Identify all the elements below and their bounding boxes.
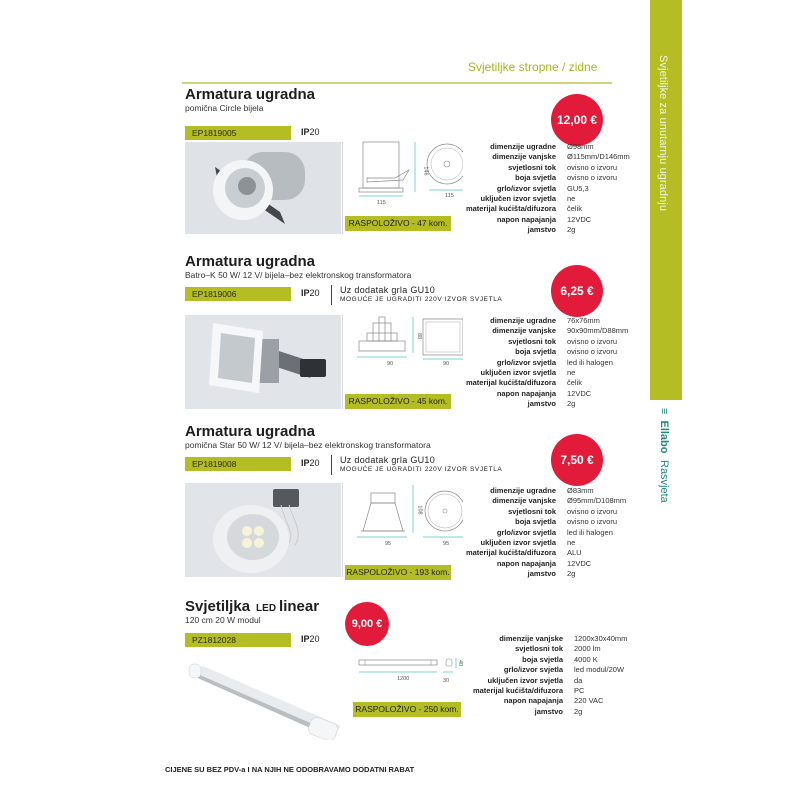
product-photo xyxy=(185,650,341,740)
dim-length: 1200 xyxy=(397,676,410,682)
product-section xyxy=(185,86,645,236)
spec-value: 220 VAC xyxy=(574,696,604,706)
brand-subtitle: Rasvjeta xyxy=(658,459,670,503)
ip-rating xyxy=(301,458,320,468)
product-code: EP1819008 xyxy=(185,457,291,471)
spec-label: napon napajanja xyxy=(503,696,563,706)
product-photo xyxy=(185,315,341,409)
spec-value: 76x76mm xyxy=(567,316,600,325)
availability-badge: RASPOLOŽIVO - 250 kom. xyxy=(353,702,461,717)
dim-diameter: 115 xyxy=(445,193,454,199)
downlight-circle-image xyxy=(185,142,341,234)
spec-row xyxy=(453,368,628,378)
technical-drawing xyxy=(353,483,463,549)
dim-height: 146 xyxy=(422,166,429,176)
product-subtitle: 120 cm 20 W modul xyxy=(185,615,261,625)
spec-label: dimenzije vanjske xyxy=(492,152,556,162)
led-linear-image xyxy=(185,650,341,740)
spec-label: materijal kućišta/difuzora xyxy=(465,378,556,388)
dim-height: 108 xyxy=(416,505,423,515)
price-badge: 6,25 € xyxy=(551,265,603,317)
spec-row xyxy=(453,507,626,517)
price-badge: 7,50 € xyxy=(551,434,603,486)
socket-note xyxy=(331,455,502,475)
spec-value: čelik xyxy=(567,378,583,388)
downlight-square-image xyxy=(185,315,341,409)
product-title: Armatura ugradna xyxy=(185,423,316,440)
spec-value: ovisno o izvoru xyxy=(567,517,618,527)
spec-row xyxy=(453,538,626,548)
spec-row xyxy=(453,326,628,336)
spec-value: led modul/20W xyxy=(574,665,625,675)
spec-value: Ø83mm xyxy=(567,486,594,495)
note-line-1: Uz dodatak grla GU10 xyxy=(340,285,436,295)
product-code: EP1819005 xyxy=(185,126,291,140)
spec-label: jamstvo xyxy=(527,569,556,579)
product-title: Armatura ugradna xyxy=(185,253,316,270)
spec-value: 2g xyxy=(567,225,576,235)
dim-height: 88 xyxy=(416,332,423,340)
spec-row xyxy=(460,655,627,665)
spec-row xyxy=(453,347,628,357)
spec-value: ne xyxy=(567,538,576,548)
brand-logo xyxy=(658,408,670,502)
spec-label: svjetlosni tok xyxy=(515,644,563,654)
spec-row xyxy=(453,559,626,569)
spec-value: 12VDC xyxy=(567,558,592,568)
spec-table xyxy=(453,316,628,410)
spec-row xyxy=(460,676,627,686)
spec-row xyxy=(453,528,626,538)
product-section xyxy=(185,598,645,743)
spec-value: 90x90mm/D88mm xyxy=(567,326,629,336)
spec-label: grlo/izvor svjetla xyxy=(503,665,563,675)
spec-row xyxy=(453,173,630,183)
spec-value: ne xyxy=(567,194,576,204)
product-code: EP1819006 xyxy=(185,287,291,301)
spec-label: grlo/izvor svjetla xyxy=(496,183,556,193)
spec-label: uključen izvor svjetla xyxy=(480,368,556,378)
availability-badge: RASPOLOŽIVO - 193 kom. xyxy=(345,565,451,580)
spec-value: čelik xyxy=(567,204,583,214)
spec-row xyxy=(453,569,626,579)
spec-row xyxy=(453,142,630,152)
spec-label: materijal kućišta/difuzora xyxy=(465,204,556,214)
spec-table xyxy=(453,142,630,236)
spec-label: dimenzije ugradne xyxy=(490,142,556,151)
spec-label: boja svjetla xyxy=(515,347,556,357)
ip-label: IP xyxy=(301,634,310,644)
availability-badge: RASPOLOŽIVO - 45 kom. xyxy=(345,394,451,409)
spec-row xyxy=(460,686,627,696)
dim-height: 40 xyxy=(457,659,464,667)
ip-value: 20 xyxy=(309,127,320,137)
spec-value: led ili halogen xyxy=(567,357,613,367)
spec-label: jamstvo xyxy=(534,706,563,716)
spec-value: Ø98mm xyxy=(567,142,594,151)
spec-value: 2g xyxy=(574,706,583,716)
product-photo xyxy=(185,483,341,577)
spec-row xyxy=(453,215,630,225)
spec-row xyxy=(453,486,626,496)
ip-rating xyxy=(301,127,320,137)
dim-width: 95 xyxy=(385,541,392,547)
spec-value: Ø115mm/D146mm xyxy=(567,152,630,162)
brand-name: Ellabo xyxy=(658,420,670,454)
ip-rating xyxy=(301,634,320,644)
note-line-2: MOGUĆE JE UGRADITI 220V IZVOR SVJETLA xyxy=(340,466,503,473)
category-divider xyxy=(182,82,612,84)
spec-row xyxy=(460,634,627,644)
product-section xyxy=(185,423,645,583)
spec-value: 12VDC xyxy=(567,214,592,224)
product-title: Armatura ugradna xyxy=(185,86,316,103)
footer-disclaimer: CIJENE SU BEZ PDV-a I NA NJIH NE ODOBRAVAMO DODATNI RABAT xyxy=(165,765,415,774)
product-photo xyxy=(185,142,341,234)
spec-value: da xyxy=(574,675,583,685)
spec-row xyxy=(453,337,628,347)
price-badge: 12,00 € xyxy=(551,94,603,146)
spec-label: grlo/izvor svjetla xyxy=(496,357,556,367)
spec-label: boja svjetla xyxy=(522,654,563,664)
spec-row xyxy=(460,665,627,675)
spec-label: uključen izvor svjetla xyxy=(480,538,556,548)
spec-row xyxy=(453,496,626,506)
dim-diameter: 95 xyxy=(443,541,450,547)
spec-label: materijal kućišta/difuzora xyxy=(472,686,563,696)
socket-note xyxy=(331,285,502,305)
spec-value: 2g xyxy=(567,399,576,409)
spec-value: 12VDC xyxy=(567,388,592,398)
downlight-star-image xyxy=(185,483,341,577)
spec-label: napon napajanja xyxy=(496,558,556,568)
spec-label: uključen izvor svjetla xyxy=(487,675,563,685)
spec-value: ne xyxy=(567,368,576,378)
divider xyxy=(342,483,343,577)
spec-row xyxy=(453,548,626,558)
spec-label: uključen izvor svjetla xyxy=(480,194,556,204)
divider xyxy=(342,142,343,234)
availability-badge: RASPOLOŽIVO - 47 kom. xyxy=(345,216,451,231)
ip-value: 20 xyxy=(309,634,320,644)
spec-label: svjetlosni tok xyxy=(508,162,556,172)
spec-value: ovisno o izvoru xyxy=(567,336,618,346)
spec-label: dimenzije ugradne xyxy=(490,316,556,325)
price-badge: 9,00 € xyxy=(345,602,389,646)
spec-value: Ø95mm/D108mm xyxy=(567,496,627,506)
spec-value: PC xyxy=(574,686,585,696)
spec-row xyxy=(453,204,630,214)
spec-label: jamstvo xyxy=(527,399,556,409)
ip-label: IP xyxy=(301,288,310,298)
title-led: LED xyxy=(256,603,277,614)
spec-value: ovisno o izvoru xyxy=(567,506,618,516)
dim-square-width: 90 xyxy=(443,361,450,367)
spec-row xyxy=(460,644,627,654)
ip-label: IP xyxy=(301,127,310,137)
spec-row xyxy=(453,517,626,527)
spec-value: 1200x30x40mm xyxy=(574,634,628,643)
spec-value: ovisno o izvoru xyxy=(567,173,618,183)
spec-label: napon napajanja xyxy=(496,388,556,398)
spec-label: svjetlosni tok xyxy=(508,506,556,516)
spec-label: grlo/izvor svjetla xyxy=(496,527,556,537)
spec-value: ovisno o izvoru xyxy=(567,162,618,172)
spec-row xyxy=(453,194,630,204)
side-band-text: Svjetiljke za unutarnju ugradnju xyxy=(657,55,669,212)
spec-value: 2g xyxy=(567,569,576,579)
spec-label: svjetlosni tok xyxy=(508,336,556,346)
ip-value: 20 xyxy=(309,458,320,468)
dim-width: 90 xyxy=(387,361,394,367)
spec-label: boja svjetla xyxy=(515,173,556,183)
ip-rating xyxy=(301,288,320,298)
product-title xyxy=(185,598,319,615)
spec-table xyxy=(453,486,626,580)
spec-row xyxy=(460,707,627,717)
spec-row xyxy=(453,358,628,368)
spec-label: materijal kućišta/difuzora xyxy=(465,548,556,558)
note-line-2: MOGUĆE JE UGRADITI 220V IZVOR SVJETLA xyxy=(340,296,503,303)
category-title: Svjetiljke stropne / zidne xyxy=(468,60,598,74)
divider xyxy=(342,315,343,409)
spec-row xyxy=(453,378,628,388)
spec-value: led ili halogen xyxy=(567,527,613,537)
product-subtitle: Batro–K 50 W/ 12 V/ bijela–bez elektronskog transformatora xyxy=(185,270,412,280)
product-section xyxy=(185,253,645,413)
product-subtitle: pomična Circle bijela xyxy=(185,103,264,113)
spec-label: dimenzije vanjske xyxy=(499,634,563,643)
ip-label: IP xyxy=(301,458,310,468)
spec-label: boja svjetla xyxy=(515,517,556,527)
spec-table xyxy=(460,634,627,717)
spec-row xyxy=(453,316,628,326)
title-rest: linear xyxy=(279,598,320,615)
title-main: Svjetiljka xyxy=(185,598,251,615)
spec-row xyxy=(453,163,630,173)
spec-row xyxy=(453,152,630,162)
spec-row xyxy=(460,696,627,706)
product-subtitle: pomična Star 50 W/ 12 V/ bijela–bez elektronskog transformatora xyxy=(185,440,431,450)
spec-label: dimenzije vanjske xyxy=(492,496,556,506)
note-line-1: Uz dodatak grla GU10 xyxy=(340,455,436,465)
spec-row xyxy=(453,399,628,409)
product-code: PZ1812028 xyxy=(185,633,291,647)
spec-value: GU5,3 xyxy=(567,183,589,193)
dim-depth: 30 xyxy=(443,678,450,684)
spec-label: dimenzije ugradne xyxy=(490,486,556,495)
spec-label: jamstvo xyxy=(527,225,556,235)
spec-label: dimenzije vanjske xyxy=(492,326,556,336)
spec-value: 4000 K xyxy=(574,654,598,664)
dim-width: 115 xyxy=(377,200,386,206)
spec-value: ovisno o izvoru xyxy=(567,347,618,357)
ip-value: 20 xyxy=(309,288,320,298)
spec-label: napon napajanja xyxy=(496,214,556,224)
spec-row xyxy=(453,225,630,235)
spec-value: ALU xyxy=(567,548,582,558)
spec-value: 2000 lm xyxy=(574,644,601,654)
brand-bars-icon: ≡ xyxy=(658,408,670,414)
spec-row xyxy=(453,389,628,399)
spec-row xyxy=(453,184,630,194)
